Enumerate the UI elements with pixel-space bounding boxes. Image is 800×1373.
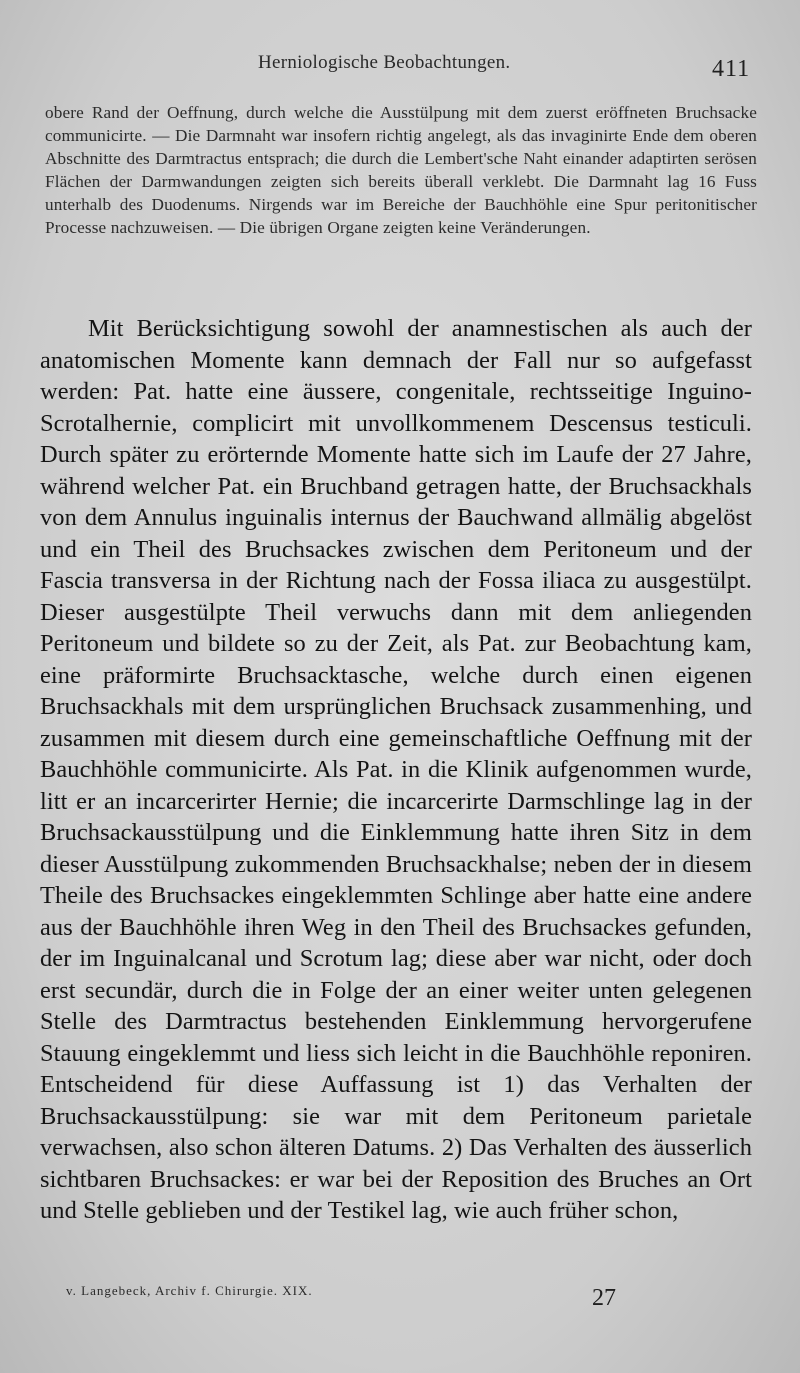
running-title: Herniologische Beobachtungen.	[258, 52, 511, 73]
footnote-continuation: obere Rand der Oeffnung, durch welche die Ausstülpung mit dem zuerst eröffneten Bruchsacke communicirte. — Die Darmnaht war insofern richtig angelegt, als das invaginirte Ende dem oberen Abschnitte des Darmtractus entsprach; die durch die Lembert'sche Naht einander adaptirten serösen Flächen der Darmwandungen zeigten sich bereits überall verklebt. Die Darmnaht lag 16 Fuss unterhalb des Duodenums. Nirgends war im Bereiche der Bauchhöhle eine Spur peritonitischer Processe nachzuweisen. — Die übrigen Organe zeigten keine Veränderungen.	[45, 103, 757, 237]
body-paragraph	[40, 313, 752, 1227]
signature-mark: 27	[592, 1285, 616, 1311]
body-paragraph-text: Mit Berücksichtigung sowohl der anamnestischen als auch der anatomischen Momente kann demnach der Fall nur so aufgefasst werden: Pat. hatte eine äussere, congenitale, rechtsseitige Inguino-Scrotalhernie, complicirt mit unvollkommenem Descensus testiculi. Durch später zu erörternde Momente hatte sich im Laufe der 27 Jahre, während welcher Pat. ein Bruchband getragen hatte, der Bruchsackhals von dem Annulus inguinalis internus der Bauchwand allmälig abgelöst und ein Theil des Bruchsackes zwischen dem Peritoneum und der Fascia transversa in der Richtung nach der Fossa iliaca zu ausgestülpt. Dieser ausgestülpte Theil verwuchs dann mit dem anliegenden Peritoneum und bildete so zu der Zeit, als Pat. zur Beobachtung kam, eine präformirte Bruchsacktasche, welche durch einen eigenen Bruchsackhals mit dem ursprünglichen Bruchsack zusammenhing, und zusammen mit diesem durch eine gemeinschaftliche Oeffnung mit der Bauchhöhle communicirte. Als Pat. in die Klinik aufgenommen wurde, litt er an incarcerirter Hernie; die incarcerirte Darmschlinge lag in der Bruchsackausstülpung und die Einklemmung hatte ihren Sitz in dem dieser Ausstülpung zukommenden Bruchsackhalse; neben der in diesem Theile des Bruchsackes eingeklemmten Schlinge aber hatte eine andere aus der Bauchhöhle ihren Weg in den Theil des Bruchsackes gefunden, der im Inguinalcanal und Scrotum lag; diese aber war nicht, oder doch erst secundär, durch die in Folge der an einer weiter unten gelegenen Stelle des Darmtractus bestehenden Einklemmung hervorgerufene Stauung eingeklemmt und liess sich leicht in die Bauchhöhle reponiren. Entscheidend für diese Auffassung ist 1) das Verhalten der Bruchsackausstülpung: sie war mit dem Peritoneum parietale verwachsen, also schon älteren Datums. 2) Das Verhalten des äusserlich sichtbaren Bruchsackes: er war bei der Reposition des Bruches an Ort und Stelle geblieben und der Testikel lag, wie auch früher schon,	[40, 315, 752, 1224]
page-number: 411	[712, 56, 751, 82]
page-header	[0, 52, 800, 82]
journal-citation: v. Langebeck, Archiv f. Chirurgie. XIX.	[66, 1283, 313, 1298]
page-footer	[0, 1283, 800, 1323]
